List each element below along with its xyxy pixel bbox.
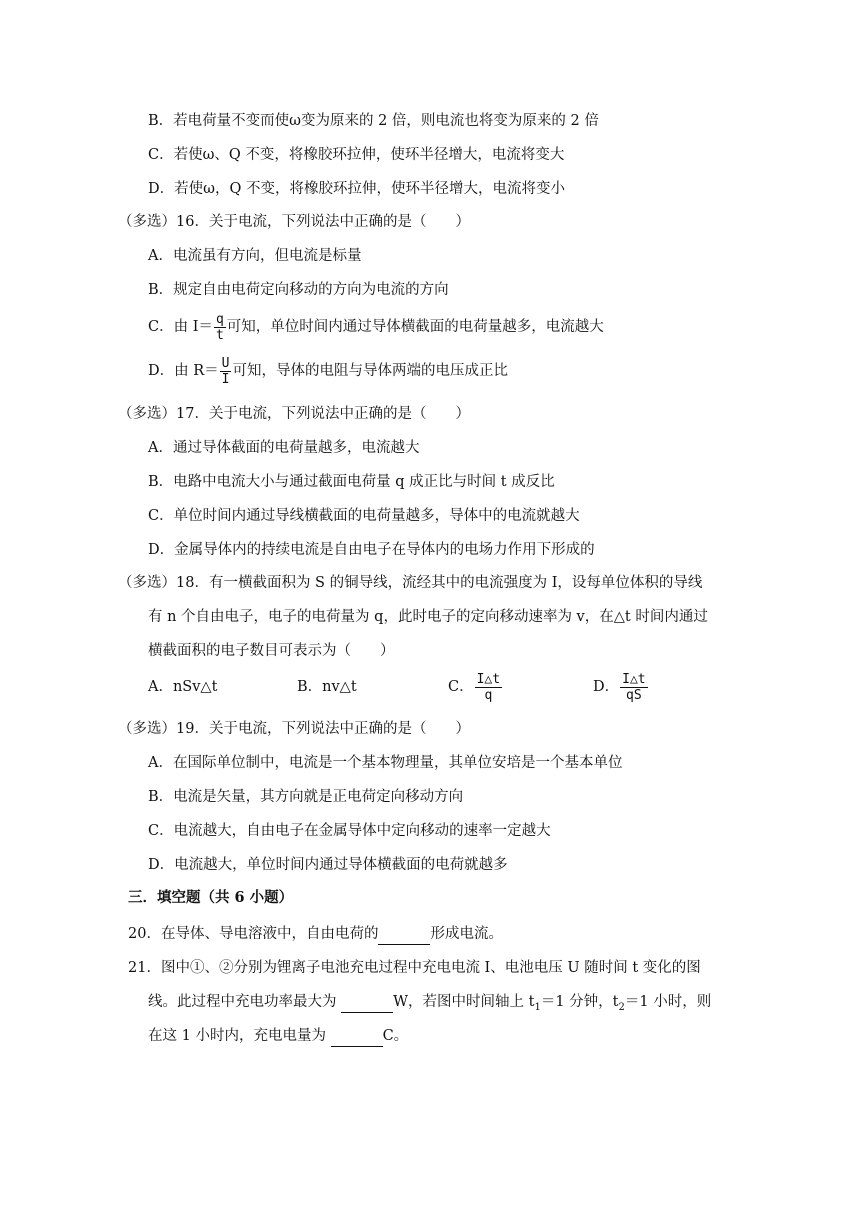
q18-stem-line2: 有 n 个自由电子，电子的电荷量为 q，此时电子的定向移动速率为 v，在△t 时间内通过 bbox=[148, 609, 708, 625]
q17-stem: （多选）17．关于电流，下列说法中正确的是（ ） bbox=[118, 406, 470, 422]
q16-option-d bbox=[148, 354, 508, 388]
q16-stem: （多选）16．关于电流，下列说法中正确的是（ ） bbox=[118, 214, 470, 230]
q20-text-before: 20．在导体、导电溶液中，自由电荷的 bbox=[128, 926, 379, 942]
q16-option-b: B．规定自由电荷定向移动的方向为电流的方向 bbox=[148, 282, 449, 298]
q16-d-fraction bbox=[220, 356, 232, 387]
q18-c-label: C． bbox=[448, 679, 474, 695]
q18-option-c bbox=[448, 670, 503, 704]
q21-line2 bbox=[148, 992, 711, 1018]
q16-c-fraction bbox=[214, 312, 226, 343]
q18-options bbox=[0, 668, 860, 708]
fraction-numerator: q bbox=[215, 311, 224, 327]
fraction-denominator: I bbox=[221, 371, 230, 387]
q19-option-b: B．电流是矢量，其方向就是正电荷定向移动方向 bbox=[148, 789, 464, 805]
q21-text-c: ＝1 分钟，t bbox=[540, 994, 619, 1010]
q21-power-blank[interactable] bbox=[341, 992, 393, 1013]
q18-d-label: D． bbox=[593, 679, 620, 695]
q21-charge-blank[interactable] bbox=[331, 1026, 383, 1047]
q15-option-c: C．若使ω、Q 不变，将橡胶环拉伸，使环半径增大，电流将变大 bbox=[148, 147, 565, 163]
q17-option-d: D．金属导体内的持续电流是自由电子在导体内的电场力作用下形成的 bbox=[148, 542, 595, 558]
q19-stem: （多选）19．关于电流，下列说法中正确的是（ ） bbox=[118, 721, 470, 737]
q16-d-prefix: D．由 R＝ bbox=[148, 363, 219, 379]
q20-text-after: 形成电流。 bbox=[430, 926, 503, 942]
fraction-denominator: q bbox=[484, 687, 493, 703]
q21-text-a: 线。此过程中充电功率最大为 bbox=[148, 994, 342, 1010]
fraction-numerator: I△t bbox=[476, 671, 501, 687]
q21-line1: 21．图中①、②分别为锂离子电池充电过程中充电电流 I、电池电压 U 随时间 t 变化的图 bbox=[128, 960, 701, 976]
q16-option-c bbox=[148, 310, 604, 344]
q18-c-fraction bbox=[475, 672, 502, 703]
q18-option-d bbox=[593, 670, 649, 704]
q16-c-suffix: 可知，单位时间内通过导体横截面的电荷量越多，电流越大 bbox=[226, 319, 604, 335]
q21-text-b: W，若图中时间轴上 t bbox=[393, 994, 535, 1010]
fraction-numerator: I△t bbox=[622, 671, 646, 687]
q18-option-a: A．nSv△t bbox=[148, 679, 218, 695]
q18-option-b: B．nv△t bbox=[297, 679, 357, 695]
t2-subscript: 2 bbox=[618, 1001, 625, 1013]
fraction-denominator: qS bbox=[626, 687, 642, 703]
q21-text-e: 在这 1 小时内，充电电量为 bbox=[148, 1028, 331, 1044]
q17-option-c: C．单位时间内通过导线横截面的电荷量越多，导体中的电流就越大 bbox=[148, 508, 580, 524]
q16-d-suffix: 可知，导体的电阻与导体两端的电压成正比 bbox=[232, 363, 508, 379]
q18-stem-line1: （多选）18．有一横截面积为 S 的铜导线，流经其中的电流强度为 I，设每单位体积的导线 bbox=[118, 575, 703, 591]
q19-option-d: D．电流越大，单位时间内通过导体横截面的电荷就越多 bbox=[148, 857, 508, 873]
q15-option-d: D．若使ω，Q 不变，将橡胶环拉伸，使环半径增大，电流将变小 bbox=[148, 181, 565, 197]
q20-answer-blank[interactable] bbox=[378, 924, 430, 945]
q19-option-c: C．电流越大，自由电子在金属导体中定向移动的速率一定越大 bbox=[148, 823, 551, 839]
section-heading: 三．填空题（共 6 小题） bbox=[128, 889, 294, 906]
q21-text-d: ＝1 小时，则 bbox=[624, 994, 712, 1010]
q16-option-a: A．电流虽有方向，但电流是标量 bbox=[148, 248, 362, 264]
fraction-denominator: t bbox=[215, 327, 224, 343]
t1-subscript: 1 bbox=[534, 1001, 541, 1013]
q19-option-a: A．在国际单位制中，电流是一个基本物理量，其单位安培是一个基本单位 bbox=[148, 755, 623, 771]
q20-question bbox=[128, 924, 503, 945]
q18-d-fraction bbox=[620, 672, 647, 703]
q17-option-b: B．电路中电流大小与通过截面电荷量 q 成正比与时间 t 成反比 bbox=[148, 474, 555, 490]
q15-option-b: B．若电荷量不变而使ω变为原来的 2 倍，则电流也将变为原来的 2 倍 bbox=[148, 113, 599, 129]
q16-c-prefix: C．由 I＝ bbox=[148, 319, 213, 335]
q17-option-a: A．通过导体截面的电荷量越多，电流越大 bbox=[148, 440, 420, 456]
q21-line3 bbox=[148, 1026, 408, 1047]
q21-text-f: C。 bbox=[382, 1028, 409, 1044]
fraction-numerator: U bbox=[221, 355, 230, 371]
q18-stem-line3: 横截面积的电子数目可表示为（ ） bbox=[148, 643, 395, 659]
